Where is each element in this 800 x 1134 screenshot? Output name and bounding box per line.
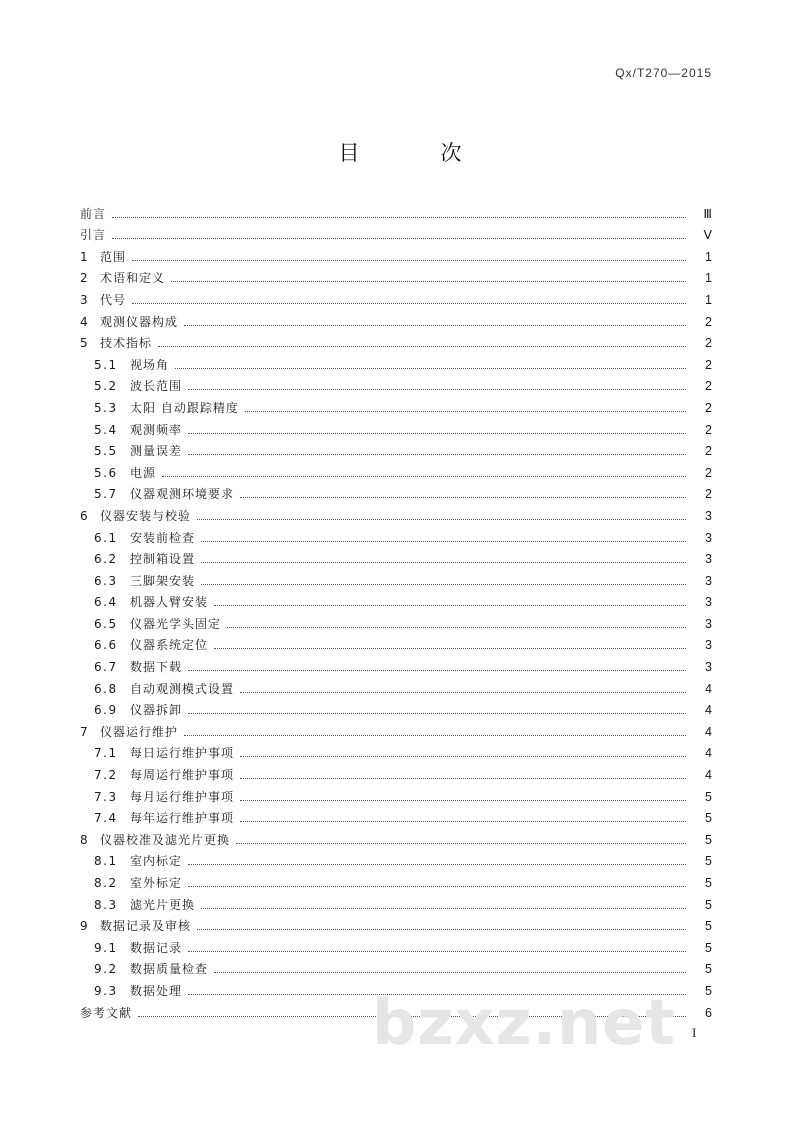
toc-entry-number: 7 <box>80 724 89 739</box>
page-title: 目 次 <box>338 141 492 165</box>
toc-entry[interactable] <box>80 438 712 460</box>
toc-entry-number: 8 <box>80 832 89 847</box>
toc-entry[interactable] <box>80 891 712 913</box>
dot-leader <box>188 389 686 390</box>
dot-leader <box>240 800 686 801</box>
toc-entry[interactable] <box>80 481 712 503</box>
toc-entry[interactable] <box>80 308 712 330</box>
toc-entry-page: 4 <box>705 681 712 696</box>
toc-entry-page: 4 <box>705 724 712 739</box>
dot-leader <box>184 735 686 736</box>
toc-entry-number: 9.3 <box>94 983 118 998</box>
toc-entry-page: Ⅴ <box>703 228 712 243</box>
dot-leader <box>201 562 686 563</box>
toc-entry-number: 6.6 <box>94 638 118 653</box>
toc-entry-page: 3 <box>705 660 712 675</box>
toc-entry[interactable] <box>80 222 712 244</box>
toc-entry-page: 3 <box>705 508 712 523</box>
dot-leader <box>184 325 686 326</box>
dot-leader <box>175 368 686 369</box>
dot-leader <box>188 433 686 434</box>
toc-entry-label: 观测频率 <box>130 422 183 437</box>
toc-entry-number: 5.2 <box>94 379 118 394</box>
toc-entry[interactable] <box>80 546 712 568</box>
dot-leader <box>188 864 686 865</box>
toc-entry-page: 1 <box>705 249 712 264</box>
toc-entry-number: 9.1 <box>94 940 118 955</box>
dot-leader <box>112 217 686 218</box>
toc-entry-label: 仪器校准及滤光片更换 <box>100 832 231 847</box>
toc-entry-number: 6.5 <box>94 616 118 631</box>
toc-entry-number: 6.8 <box>94 681 118 696</box>
toc-entry-page: 5 <box>705 854 712 869</box>
toc-entry-page: 2 <box>705 400 712 415</box>
toc-entry-label: 每周运行维护事项 <box>130 768 235 783</box>
toc-entry-number: 6.1 <box>94 530 118 545</box>
toc-entry-page: 5 <box>705 811 712 826</box>
toc-entry-number: 6.2 <box>94 552 118 567</box>
toc-entry-number: 8.3 <box>94 897 118 912</box>
page-number: I <box>692 1025 697 1040</box>
toc-entry-label: 范围 <box>100 249 127 264</box>
toc-entry-label: 机器人臂安装 <box>130 595 209 610</box>
toc-entry[interactable] <box>80 567 712 589</box>
toc-entry-number: 5.7 <box>94 487 118 502</box>
toc-entry-number: 5.1 <box>94 357 118 372</box>
toc-entry-label: 数据处理 <box>130 983 183 998</box>
toc-entry-label: 技术指标 <box>100 336 153 351</box>
dot-leader <box>245 411 686 412</box>
toc-entry[interactable] <box>80 740 712 762</box>
dot-leader <box>188 886 686 887</box>
toc-entry[interactable] <box>80 848 712 870</box>
toc-entry-page: 3 <box>705 573 712 588</box>
toc-entry-number: 6 <box>80 508 89 523</box>
toc-entry-label: 每月运行维护事项 <box>130 789 235 804</box>
toc-entry-label: 视场角 <box>130 357 170 372</box>
toc-entry[interactable] <box>80 956 712 978</box>
toc-entry-number: 5.5 <box>94 444 118 459</box>
toc-entry[interactable] <box>80 589 712 611</box>
toc-entry[interactable] <box>80 869 712 891</box>
toc-entry-number: 7.4 <box>94 811 118 826</box>
toc-entry-page: 3 <box>705 552 712 567</box>
toc-entry[interactable] <box>80 697 712 719</box>
dot-leader <box>240 821 686 822</box>
toc-entry[interactable] <box>80 675 712 697</box>
toc-entry[interactable] <box>80 913 712 935</box>
toc-entry-page: 5 <box>705 832 712 847</box>
toc-entry-number: 6.7 <box>94 660 118 675</box>
toc-entry-page: 6 <box>705 1005 712 1020</box>
dot-leader <box>214 972 686 973</box>
toc-entry-page: 5 <box>705 940 712 955</box>
toc-entry-label: 参考文献 <box>80 1005 133 1020</box>
toc-entry-label: 每日运行维护事项 <box>130 746 235 761</box>
toc-entry-page: 5 <box>705 983 712 998</box>
toc-entry-number: 5.3 <box>94 400 118 415</box>
dot-leader <box>236 843 686 844</box>
toc-entry-number: 1 <box>80 249 89 264</box>
toc-entry[interactable] <box>80 330 712 352</box>
toc-entry-page: 4 <box>705 768 712 783</box>
dot-leader <box>240 692 686 693</box>
toc-entry[interactable] <box>80 934 712 956</box>
dot-leader <box>214 648 686 649</box>
dot-leader <box>171 281 686 282</box>
toc-entry[interactable] <box>80 632 712 654</box>
toc-entry[interactable] <box>80 416 712 438</box>
toc-entry-label: 波长范围 <box>130 379 183 394</box>
toc-entry-number: 7.1 <box>94 746 118 761</box>
dot-leader <box>197 519 686 520</box>
toc-entry-number: 2 <box>80 271 89 286</box>
toc-entry-label: 前言 <box>80 206 107 221</box>
toc-entry-page: 5 <box>705 897 712 912</box>
toc-entry[interactable] <box>80 653 712 675</box>
dot-leader <box>214 605 686 606</box>
dot-leader <box>162 476 686 477</box>
toc-entry-page: 3 <box>705 616 712 631</box>
toc-entry-label: 每年运行维护事项 <box>130 811 235 826</box>
toc-entry-number: 5 <box>80 336 89 351</box>
toc-entry[interactable] <box>80 718 712 740</box>
toc-entry-page: 1 <box>705 292 712 307</box>
toc-entry-page: 4 <box>705 746 712 761</box>
toc-entry-page: 2 <box>705 465 712 480</box>
toc-entry-page: 3 <box>705 638 712 653</box>
toc-entry-number: 6.9 <box>94 703 118 718</box>
toc-entry[interactable] <box>80 524 712 546</box>
toc-entry[interactable] <box>80 805 712 827</box>
toc-entry-number: 8.2 <box>94 876 118 890</box>
toc-entry-number: 8.1 <box>94 854 118 869</box>
toc-entry[interactable] <box>80 394 712 416</box>
toc-entry[interactable] <box>80 265 712 287</box>
toc-entry-number: 5.6 <box>94 465 118 480</box>
toc-entry-page: 2 <box>705 336 712 351</box>
dot-leader <box>188 713 686 714</box>
toc-entry-label: 测量误差 <box>130 444 183 459</box>
dot-leader <box>188 670 686 671</box>
toc-entry-label: 滤光片更换 <box>130 897 196 912</box>
toc-entry-page: 3 <box>705 530 712 545</box>
toc-entry-label: 仪器系统定位 <box>130 638 209 653</box>
toc-entry-label: 仪器光学头固定 <box>130 616 222 631</box>
document-code: Qx/T270—2015 <box>615 66 712 80</box>
toc-entry[interactable] <box>80 783 712 805</box>
toc-entry-number: 3 <box>80 292 89 307</box>
toc-entry-page: Ⅲ <box>703 206 712 221</box>
toc-entry-label: 引言 <box>80 228 107 243</box>
toc-entry-label: 仪器观测环境要求 <box>130 487 235 502</box>
toc-entry-page: 2 <box>705 422 712 437</box>
toc-entry-page: 4 <box>705 703 712 718</box>
toc-entry-number: 7.2 <box>94 768 118 783</box>
toc-entry-label: 电源 <box>130 465 157 480</box>
toc-entry-label: 安装前检查 <box>130 530 196 545</box>
toc-entry-page: 5 <box>705 919 712 934</box>
dot-leader <box>158 346 686 347</box>
toc-entry-number: 4 <box>80 314 89 329</box>
toc-entry-label: 仪器安装与校验 <box>100 508 192 523</box>
toc-entry-label: 室内标定 <box>130 854 183 869</box>
table-of-contents <box>80 200 712 1021</box>
dot-leader <box>240 778 686 779</box>
dot-leader <box>201 584 686 585</box>
toc-entry-page: 1 <box>705 271 712 286</box>
toc-entry-page: 2 <box>705 379 712 394</box>
dot-leader <box>188 951 686 952</box>
toc-entry-page: 2 <box>705 357 712 372</box>
dot-leader <box>188 454 686 455</box>
toc-entry-number: 6.3 <box>94 573 118 588</box>
toc-entry-number: 7.3 <box>94 789 118 804</box>
watermark: bzxz.net <box>372 986 676 1059</box>
toc-entry[interactable] <box>80 826 712 848</box>
toc-entry[interactable] <box>80 502 712 524</box>
toc-entry-label: 仪器运行维护 <box>100 724 179 739</box>
toc-entry-label: 数据下载 <box>130 660 183 675</box>
toc-entry-page: 3 <box>705 595 712 610</box>
toc-entry[interactable] <box>80 351 712 373</box>
toc-entry[interactable] <box>80 373 712 395</box>
toc-entry[interactable] <box>80 610 712 632</box>
dot-leader <box>240 497 686 498</box>
toc-entry-label: 数据记录及审核 <box>100 919 192 934</box>
dot-leader <box>201 541 686 542</box>
dot-leader <box>197 929 686 930</box>
toc-entry-number: 6.4 <box>94 595 118 610</box>
toc-entry-label: 数据质量检查 <box>130 962 209 977</box>
toc-entry-number: 5.4 <box>94 422 118 437</box>
toc-entry-label: 控制箱设置 <box>130 552 196 567</box>
toc-entry-label: 三脚架安装 <box>130 573 196 588</box>
toc-entry[interactable] <box>80 459 712 481</box>
toc-entry-page: 2 <box>705 487 712 502</box>
dot-leader <box>201 908 686 909</box>
toc-entry-number: 9 <box>80 919 89 934</box>
dot-leader <box>227 627 686 628</box>
toc-entry[interactable] <box>80 200 712 222</box>
toc-entry-page: 5 <box>705 962 712 977</box>
toc-entry[interactable] <box>80 286 712 308</box>
dot-leader <box>240 756 686 757</box>
toc-entry-label: 仪器拆卸 <box>130 703 183 718</box>
dot-leader <box>132 260 686 261</box>
toc-entry[interactable] <box>80 761 712 783</box>
toc-entry-page: 5 <box>705 789 712 804</box>
toc-entry-label: 观测仪器构成 <box>100 314 179 329</box>
toc-entry[interactable] <box>80 243 712 265</box>
toc-entry-label: 术语和定义 <box>100 271 166 286</box>
toc-entry-page: 2 <box>705 314 712 329</box>
toc-entry-label: 代号 <box>100 292 127 307</box>
toc-entry-number: 9.2 <box>94 962 118 977</box>
dot-leader <box>112 238 686 239</box>
toc-entry-page: 2 <box>705 444 712 459</box>
toc-entry-label: 自动观测模式设置 <box>130 681 235 696</box>
toc-entry-label: 太阳 自动跟踪精度 <box>130 400 239 415</box>
toc-entry-page: 5 <box>705 876 712 890</box>
dot-leader <box>132 303 686 304</box>
toc-entry-label: 室外标定 <box>130 876 183 890</box>
toc-entry-label: 数据记录 <box>130 940 183 955</box>
